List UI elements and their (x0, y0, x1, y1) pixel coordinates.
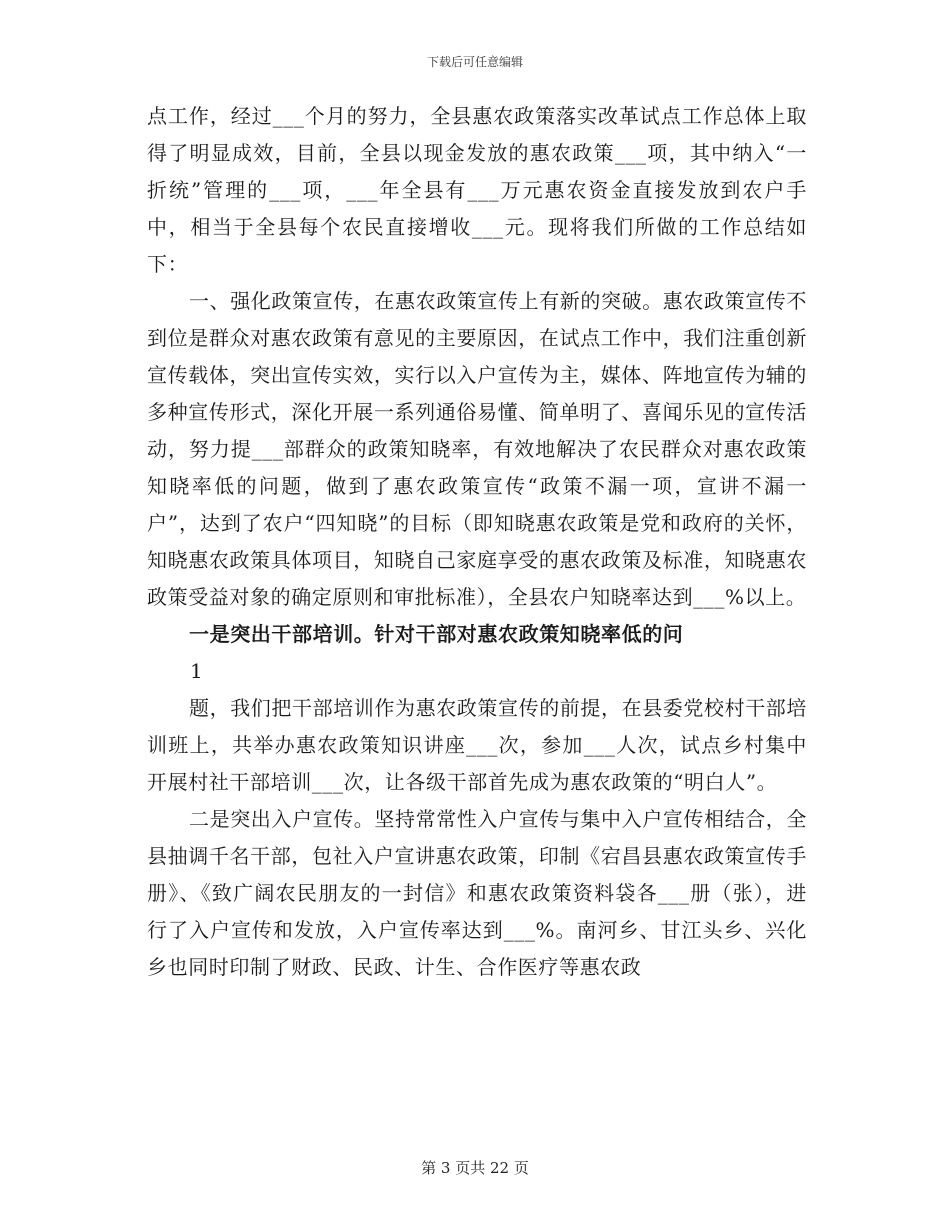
page-marker: 1 (190, 659, 203, 683)
paragraph-cadre-training-heading: 一是突出干部培训。针对干部对惠农政策知晓率低的问 (189, 622, 684, 646)
page-header: 下载后可任意编辑 (426, 55, 523, 69)
paragraph-intro: 点工作，经过___个月的努力，全县惠农政策落实改革试点工作总体上取得了明显成效，目前，全县以现金发放的惠农政策___项，其中纳入“一折统”管理的___项，___年全县有___万元惠农资金直接发放到农户手中，相当于全县每个农民直接增收___元。现将我们所做的工作总结如下： (147, 104, 807, 276)
paragraph-cadre-training: 题，我们把干部培训作为惠农政策宣传的前提，在县委党校村干部培训班上，共举办惠农政策知识讲座___次，参加___人次，试点乡村集中开展村社干部培训___次，让各级干部首先成为惠农政策的“明白人”。 (147, 696, 807, 794)
document-body (147, 98, 807, 986)
paragraph-policy-publicity: 一、强化政策宣传，在惠农政策宣传上有新的突破。惠农政策宣传不到位是群众对惠农政策有意见的主要原因，在试点工作中，我们注重创新宣传载体，突出宣传实效，实行以入户宣传为主，媒体、阵地宣传为辅的多种宣传形式，深化开展一系列通俗易懂、简单明了、喜闻乐见的宣传活动，努力提___部群众的政策知晓率，有效地解决了农民群众对惠农政策知晓率低的问题，做到了惠农政策宣传“政策不漏一项，宣讲不漏一户”，达到了农户“四知晓”的目标（即知晓惠农政策是党和政府的关怀，知晓惠农政策具体项目，知晓自己家庭享受的惠农政策及标准，知晓惠农政策受益对象的确定原则和审批标准），全县农户知晓率达到___%以上。 (147, 289, 807, 609)
page-footer: 第 3 页共 22 页 (421, 1159, 529, 1177)
paragraph-household-publicity: 二是突出入户宣传。坚持常常性入户宣传与集中入户宣传相结合，全县抽调千名干部，包社入户宣讲惠农政策，印制《宕昌县惠农政策宣传手册》、《致广阔农民朋友的一封信》和惠农政策资料袋各___册（张），进行了入户宣传和发放，入户宣传率达到___%。南河乡、甘江头乡、兴化乡也同时印制了财政、民政、计生、合作医疗等惠农政 (147, 807, 807, 979)
